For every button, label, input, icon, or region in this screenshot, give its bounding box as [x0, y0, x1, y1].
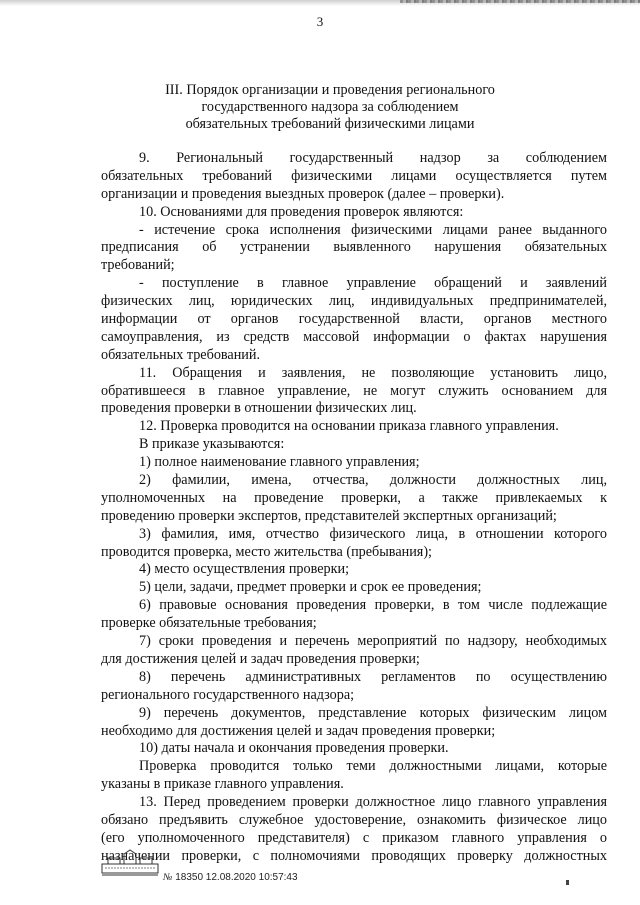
document-body	[101, 150, 607, 866]
text-line: 7) сроки проведения и перечень мероприятий по надзору, необходимых	[139, 633, 607, 650]
text-line: информации от органов государственной власти, органов местного	[101, 311, 607, 328]
text-line: организации и проведения выездных проверок (далее – проверки).	[101, 185, 505, 202]
text-line: предписания об устранении выявленного нарушения обязательных	[101, 239, 607, 256]
text-line: физических лиц, юридических лиц, индивидуальных предпринимателей,	[101, 293, 607, 310]
building-logo-icon	[100, 848, 160, 876]
text-line: В приказе указываются:	[139, 436, 285, 453]
text-line: 11. Обращения и заявления, не позволяющие установить лицо,	[139, 364, 607, 381]
text-line: уполномоченных на проведение проверки, а также привлекаемых к	[101, 489, 607, 506]
heading-line: III. Порядок организации и проведения регионального	[165, 82, 495, 98]
text-line: требований;	[101, 257, 175, 274]
text-line: 2) фамилии, имена, отчества, должности должностных лиц,	[139, 472, 607, 489]
text-line: 10) даты начала и окончания проведения проверки.	[139, 740, 449, 757]
text-line: обязательных требований.	[101, 346, 261, 363]
text-line: 8) перечень административных регламентов по осуществлению	[139, 668, 607, 685]
text-line: (его уполномоченного представителя) с приказом главного управления о	[101, 829, 607, 846]
text-line: 9. Региональный государственный надзор за соблюдением	[139, 150, 607, 166]
text-line: регионального государственного надзора;	[101, 686, 355, 703]
text-line: проведению проверки экспертов, представителей экспертных организаций;	[101, 507, 557, 524]
text-line: обязано предъявить служебное удостоверение, ознакомить физическое лицо	[101, 811, 607, 828]
text-line: 13. Перед проведением проверки должностное лицо главного управления	[139, 794, 607, 811]
text-line: обратившееся в главное управление, не могут служить основанием для	[101, 382, 607, 399]
text-line: Проверка проводится только теми должностными лицами, которые	[139, 758, 607, 775]
stamp-text: 18350 12.08.2020 10:57:43	[175, 872, 298, 883]
heading-line: государственного надзора за соблюдением	[201, 99, 459, 115]
text-line: - истечение срока исполнения физическими лицами ранее выданного	[139, 221, 607, 238]
text-line: указаны в приказе главного управления.	[101, 776, 344, 793]
text-line: 12. Проверка проводится на основании приказа главного управления.	[139, 418, 559, 435]
text-line: 5) цели, задачи, предмет проверки и срок ее проведения;	[139, 579, 482, 596]
page-number: 3	[316, 14, 324, 29]
text-line: - поступление в главное управление обращений и заявлений	[139, 275, 607, 292]
scan-dot	[566, 880, 569, 885]
text-line: 10. Основаниями для проведения проверок являются:	[139, 203, 464, 220]
heading-line: обязательных требований физическими лицами	[185, 116, 475, 132]
text-line: 6) правовые основания проведения проверки, в том числе подлежащие	[139, 597, 607, 614]
text-line: назначении проверки, с полномочиями проводящих проверку должностных	[101, 847, 607, 864]
number-mark: №	[163, 872, 173, 883]
text-line: 1) полное наименование главного управления;	[139, 454, 420, 471]
section-heading	[140, 82, 520, 133]
text-line: 9) перечень документов, представление которых физическим лицом	[139, 704, 607, 721]
text-line: 4) место осуществления проверки;	[139, 561, 350, 578]
text-line: проведения проверки в отношении физических лиц.	[101, 400, 417, 417]
text-line: самоуправления, из средств массовой информации о фактах нарушения	[101, 328, 607, 345]
text-line: обязательных требований физическими лицами осуществляется путем	[101, 167, 607, 184]
text-line: проверке обязательные требования;	[101, 615, 317, 632]
registration-stamp	[163, 872, 298, 883]
scan-edge-noise	[400, 0, 640, 3]
text-line: необходимо для достижения целей и задач проведения проверки;	[101, 722, 496, 739]
text-line: проводится проверка, место жительства (пребывания);	[101, 543, 432, 560]
text-line: 3) фамилия, имя, отчество физического лица, в отношении которого	[139, 525, 607, 542]
text-line: для достижения целей и задач проведения проверки;	[101, 650, 420, 667]
